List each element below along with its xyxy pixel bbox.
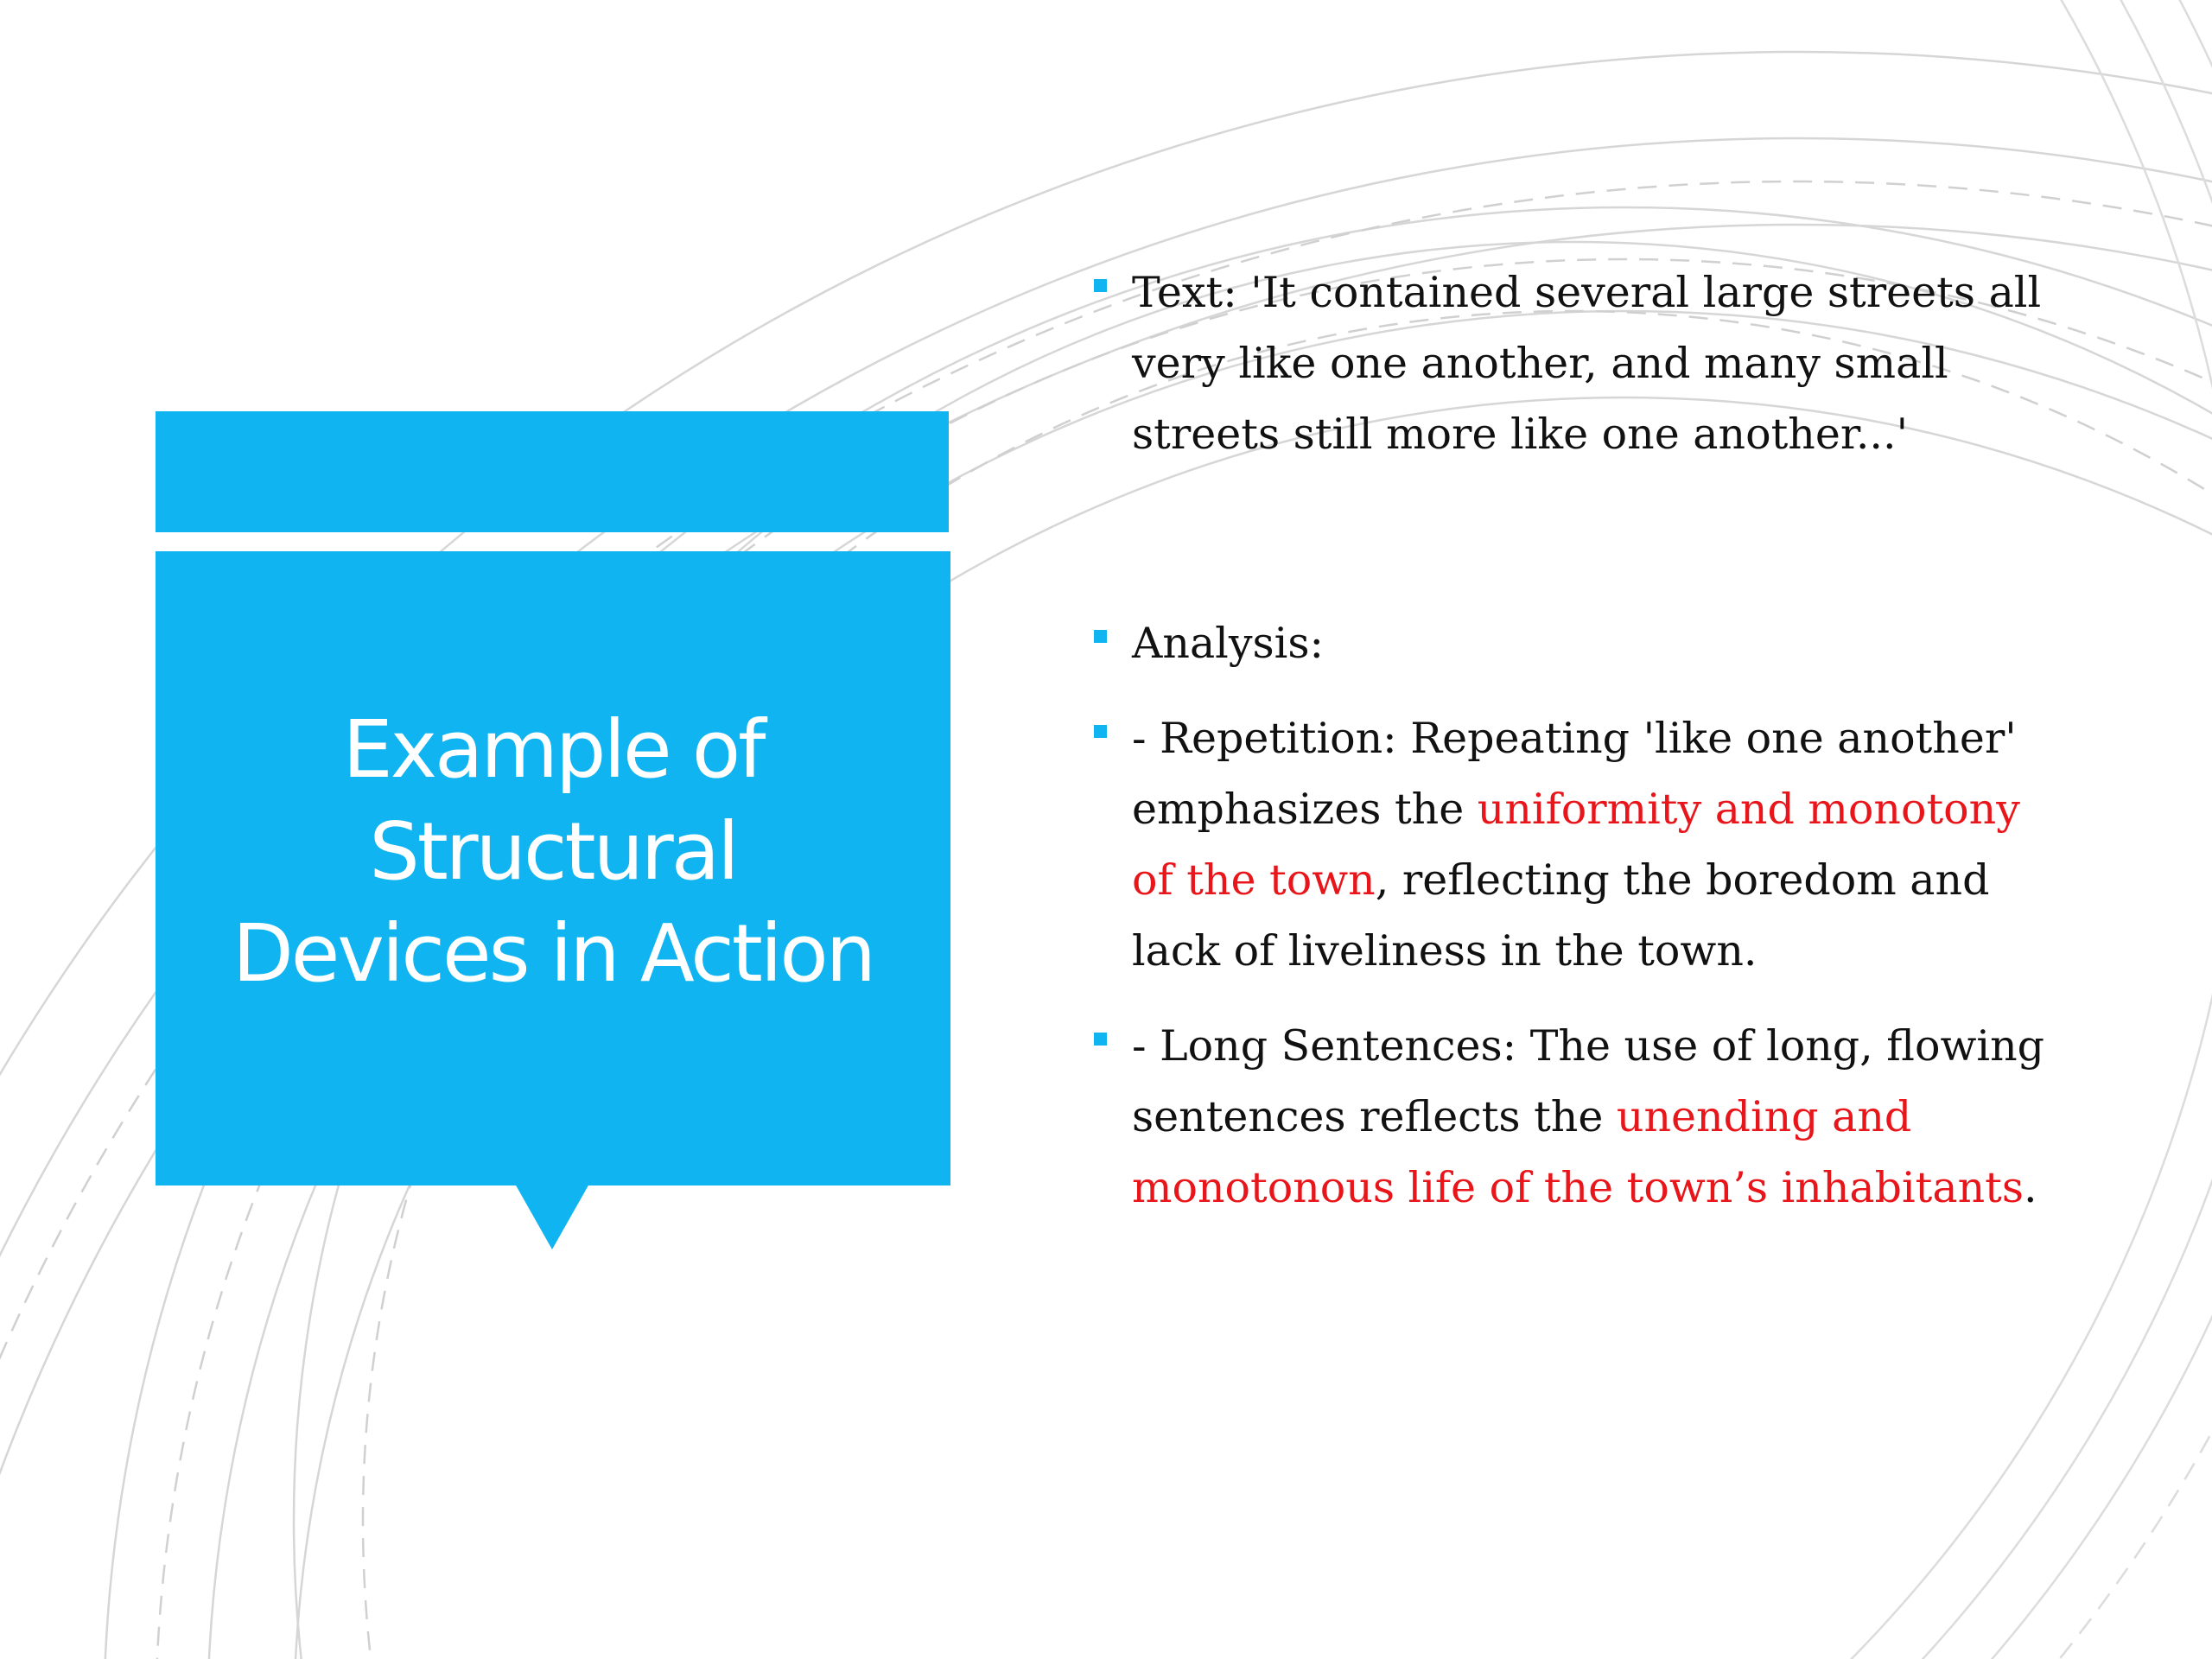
bullet-content: [1132, 268, 2041, 459]
title-box: [156, 551, 950, 1185]
bullet-analysis: [1094, 608, 2044, 679]
bullet-text-quote: [1094, 257, 2044, 470]
bullet-long-sentences: [1094, 1011, 2044, 1224]
bullet-list: [1094, 257, 2044, 1248]
bullet-square-icon: [1094, 630, 1107, 643]
title-line-3: Devices in Action: [232, 907, 874, 1000]
bullet-part: .: [2023, 1163, 2037, 1212]
bullet-repetition: [1094, 703, 2044, 987]
highlighted-phrase: unending and monotonous life of the town’s inhabitants: [1132, 1092, 2024, 1212]
bullet-square-icon: [1094, 279, 1107, 292]
bullet-part: Analysis:: [1132, 619, 1324, 668]
bullet-content: [1132, 619, 1324, 668]
bullet-part: - Repetition: Repeating 'like one another' emphasizes the: [1132, 714, 2017, 834]
title-line-2: Structural: [369, 805, 737, 898]
bullet-content: [1132, 1021, 2044, 1212]
slide-title: [199, 699, 907, 1005]
bullet-part: , reflecting the boredom and lack of liveliness in the town.: [1132, 855, 1990, 976]
title-line-1: Example of: [342, 703, 764, 796]
bullet-part: Text: 'It contained several large streets all very like one another, and many small streets still more like one another...': [1132, 268, 2042, 459]
bullet-part: - Long Sentences: The use of long, flowing sentences reflects the: [1132, 1021, 2044, 1141]
title-accent-bar: [156, 411, 949, 532]
bullet-content: [1132, 714, 2020, 976]
bullet-square-icon: [1094, 1033, 1107, 1046]
highlighted-phrase: uniformity and monotony of the town: [1132, 785, 2020, 905]
title-box-pointer: [515, 1184, 589, 1249]
bullet-square-icon: [1094, 725, 1107, 738]
